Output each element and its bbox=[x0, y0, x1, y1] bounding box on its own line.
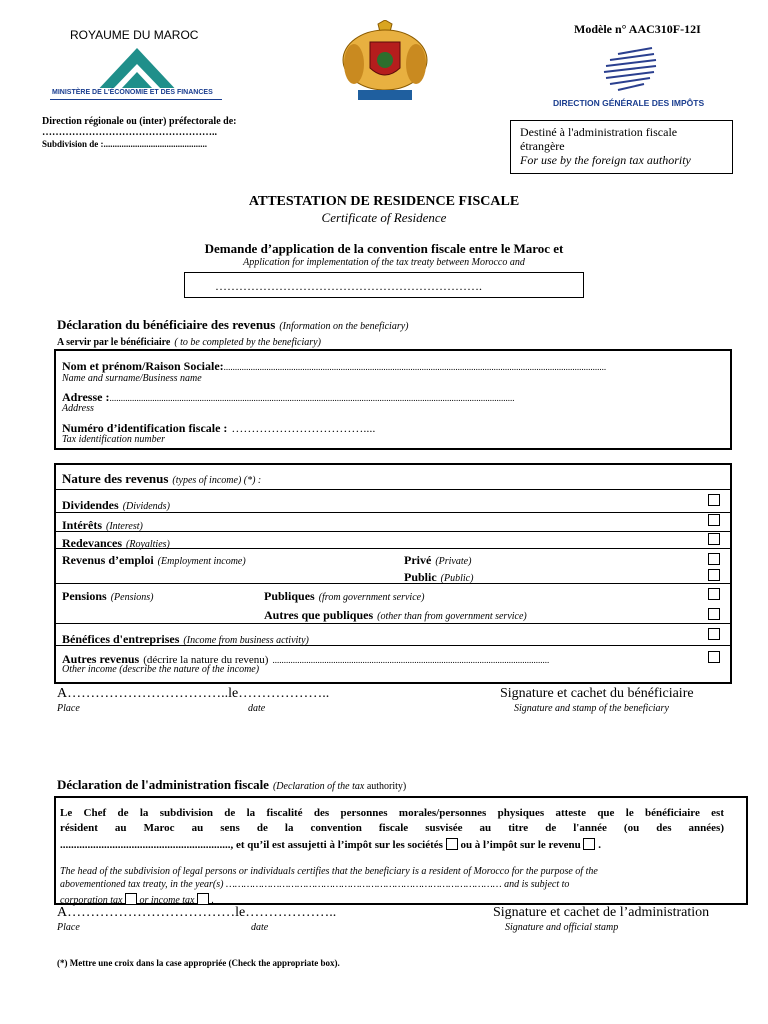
admin-en-line3 bbox=[60, 891, 214, 906]
other-pensions-label-en: (other than from government service) bbox=[377, 611, 527, 622]
name-dots: .......................................................................................................................................................................... bbox=[223, 362, 607, 372]
admin-place-label: Place bbox=[57, 922, 80, 933]
business-label-en: (Income from business activity) bbox=[183, 635, 309, 646]
dividends-checkbox[interactable] bbox=[708, 494, 720, 506]
admin-signature-label: Signature et cachet de l’administration bbox=[493, 905, 710, 920]
address-dots: .................................................................................................................................................................................... bbox=[109, 393, 515, 403]
admin-fr-line3a: .............................................................., et qu’il est assujetti à l’impôt sur les sociétés bbox=[60, 839, 443, 851]
private-label-en: (Private) bbox=[435, 556, 472, 567]
treaty-request: Demande d’application de la convention fiscale entre le Maroc et bbox=[204, 241, 564, 256]
ministry-label: MINISTÈRE DE L'ÉCONOMIE ET DES FINANCES bbox=[52, 89, 213, 96]
income-heading bbox=[62, 470, 261, 488]
public-checkbox[interactable] bbox=[708, 569, 720, 581]
admin-fr-line3c: . bbox=[598, 839, 601, 851]
admin-en-line2: abovementioned tax treaty, in the year(s) ………………………………………………………………………………… and is subject to bbox=[60, 879, 570, 890]
admin-fr-line3 bbox=[60, 836, 601, 851]
name-label-en: Name and surname/Business name bbox=[62, 373, 202, 384]
employment-label: Revenus d’emploi bbox=[62, 553, 154, 567]
dgi-logo bbox=[600, 44, 660, 94]
direction-label: Direction régionale ou (inter) préfectorale de: bbox=[42, 116, 237, 127]
beneficiary-signature-label: Signature et cachet du bénéficiaire bbox=[500, 686, 694, 701]
tin-label: Numéro d’identification fiscale : bbox=[62, 421, 228, 435]
royalties-checkbox[interactable] bbox=[708, 533, 720, 545]
admin-fr-line3b: ou à l’impôt sur le revenu bbox=[460, 839, 581, 851]
corporation-tax-checkbox-en[interactable] bbox=[125, 893, 137, 905]
other-income-detail: (décrire la nature du revenu) bbox=[143, 654, 269, 666]
other-income-label: Autres revenus bbox=[62, 652, 140, 666]
destination-line3: For use by the foreign tax authority bbox=[520, 153, 691, 167]
address-label-en: Address bbox=[62, 403, 94, 414]
other-income-dots: ........................................................................................................................... bbox=[272, 655, 550, 665]
dividends-label: Dividendes bbox=[62, 498, 119, 512]
admin-heading-en-2: tax bbox=[352, 781, 365, 792]
form-title: ATTESTATION DE RESIDENCE FISCALE bbox=[248, 194, 520, 209]
date-label: date bbox=[248, 703, 266, 714]
admin-en-line1: The head of the subdivision of legal persons or individuals certifies that the beneficiary is a resident of Morocco for the purpose of the bbox=[60, 866, 598, 877]
name-label: Nom et prénom/Raison Sociale: bbox=[62, 359, 224, 373]
business-label: Bénéfices d'entreprises bbox=[62, 632, 180, 646]
corporate-tax-checkbox[interactable] bbox=[446, 838, 458, 850]
interest-label: Intérêts bbox=[62, 518, 102, 532]
dgi-label: DIRECTION GÉNÉRALE DES IMPÔTS bbox=[553, 98, 705, 108]
admin-heading-en-1: (Declaration of the bbox=[272, 781, 350, 792]
tin-dots: …………………………….... bbox=[231, 421, 376, 435]
income-tax-checkbox-en[interactable] bbox=[197, 893, 209, 905]
public-pensions-row bbox=[264, 587, 424, 605]
form-subtitle: Certificate of Residence bbox=[321, 210, 447, 225]
admin-heading-en-3: authority) bbox=[366, 781, 407, 792]
public-label-en: (Public) bbox=[440, 573, 474, 584]
public-label: Public bbox=[404, 570, 437, 584]
tin-label-en: Tax identification number bbox=[62, 434, 165, 445]
income-box bbox=[54, 463, 732, 684]
beneficiary-instruction bbox=[57, 332, 321, 350]
country-field[interactable] bbox=[184, 272, 584, 298]
ministry-underline bbox=[50, 99, 222, 100]
pensions-label-en: (Pensions) bbox=[110, 592, 154, 603]
income-divider bbox=[56, 489, 730, 490]
admin-fr-line1: Le Chef de la subdivision de la fiscalité des personnes morales/personnes physiques atteste que le bénéficiaire est bbox=[60, 807, 724, 819]
pensions-row bbox=[62, 587, 153, 605]
public-pensions-checkbox[interactable] bbox=[708, 588, 720, 600]
place-label: Place bbox=[57, 703, 80, 714]
subdivision-label: Subdivision de :.............................................. bbox=[42, 139, 208, 149]
admin-en-line3c: . bbox=[211, 895, 214, 906]
kingdom-label: ROYAUME DU MAROC bbox=[70, 28, 199, 42]
model-number: Modèle n° AAC310F-12I bbox=[574, 22, 701, 36]
other-pensions-label: Autres que publiques bbox=[264, 608, 374, 622]
employment-row bbox=[62, 551, 246, 569]
pensions-label: Pensions bbox=[62, 589, 107, 603]
destination-line2: étrangère bbox=[520, 139, 565, 153]
destination-box bbox=[510, 120, 733, 174]
private-row bbox=[404, 551, 471, 569]
business-checkbox[interactable] bbox=[708, 628, 720, 640]
other-pensions-checkbox[interactable] bbox=[708, 608, 720, 620]
income-heading-en: (types of income) (*) : bbox=[172, 475, 262, 486]
public-pensions-label: Publiques bbox=[264, 589, 315, 603]
dividends-label-en: (Dividends) bbox=[122, 501, 170, 512]
admin-box bbox=[54, 796, 748, 905]
private-label: Privé bbox=[404, 553, 432, 567]
other-pensions-row bbox=[264, 606, 527, 624]
direction-dots: …………………………………………….. bbox=[42, 127, 217, 138]
other-income-checkbox[interactable] bbox=[708, 651, 720, 663]
beneficiary-heading-fr: Déclaration du bénéficiaire des revenus bbox=[57, 317, 276, 332]
other-income-label-en: Other income (describe the nature of the income) bbox=[62, 664, 260, 675]
beneficiary-serve: A servir par le bénéficiaire bbox=[57, 337, 171, 348]
destination-line1: Destiné à l'administration fiscale bbox=[520, 125, 678, 139]
admin-en-line3a: corporation tax bbox=[60, 895, 123, 906]
address-label: Adresse : bbox=[62, 390, 110, 404]
interest-label-en: (Interest) bbox=[105, 521, 143, 532]
income-tax-checkbox[interactable] bbox=[583, 838, 595, 850]
coat-of-arms-emblem bbox=[340, 20, 430, 106]
income-heading-fr: Nature des revenus bbox=[62, 471, 169, 486]
footnote: (*) Mettre une croix dans la case appropriée (Check the appropriate box). bbox=[57, 958, 340, 968]
beneficiary-serve-en: ( to be completed by the beneficiary) bbox=[174, 337, 321, 348]
treaty-request-en: Application for implementation of the tax treaty between Morocco and bbox=[243, 257, 525, 268]
address-field[interactable] bbox=[62, 388, 722, 406]
admin-date-label: date bbox=[251, 922, 269, 933]
public-pensions-label-en: (from government service) bbox=[318, 592, 425, 603]
employment-label-en: (Employment income) bbox=[157, 556, 246, 567]
beneficiary-signature-label-en: Signature and stamp of the beneficiary bbox=[514, 703, 669, 714]
beneficiary-box bbox=[54, 349, 732, 450]
beneficiary-heading-en: (Information on the beneficiary) bbox=[279, 321, 409, 332]
admin-heading bbox=[57, 776, 406, 794]
admin-fr-line2: résident au Maroc au sens de la convention fiscale susvisée au titre de l'année (ou des années) bbox=[60, 822, 724, 834]
admin-heading-fr: Déclaration de l'administration fiscale bbox=[57, 777, 269, 792]
royalties-label: Redevances bbox=[62, 536, 122, 550]
country-dots: …………………………………………………………. bbox=[215, 279, 482, 293]
royalties-label-en: (Royalties) bbox=[126, 539, 170, 550]
admin-place-date-line[interactable]: A………………………………le……………….. bbox=[57, 905, 337, 920]
place-date-line[interactable]: A……………………………..le……………….. bbox=[57, 686, 330, 701]
admin-signature-label-en: Signature and official stamp bbox=[505, 922, 619, 933]
private-checkbox[interactable] bbox=[708, 553, 720, 565]
admin-en-line3b: or income tax bbox=[139, 895, 195, 906]
interest-checkbox[interactable] bbox=[708, 514, 720, 526]
royalties-row bbox=[62, 534, 170, 552]
